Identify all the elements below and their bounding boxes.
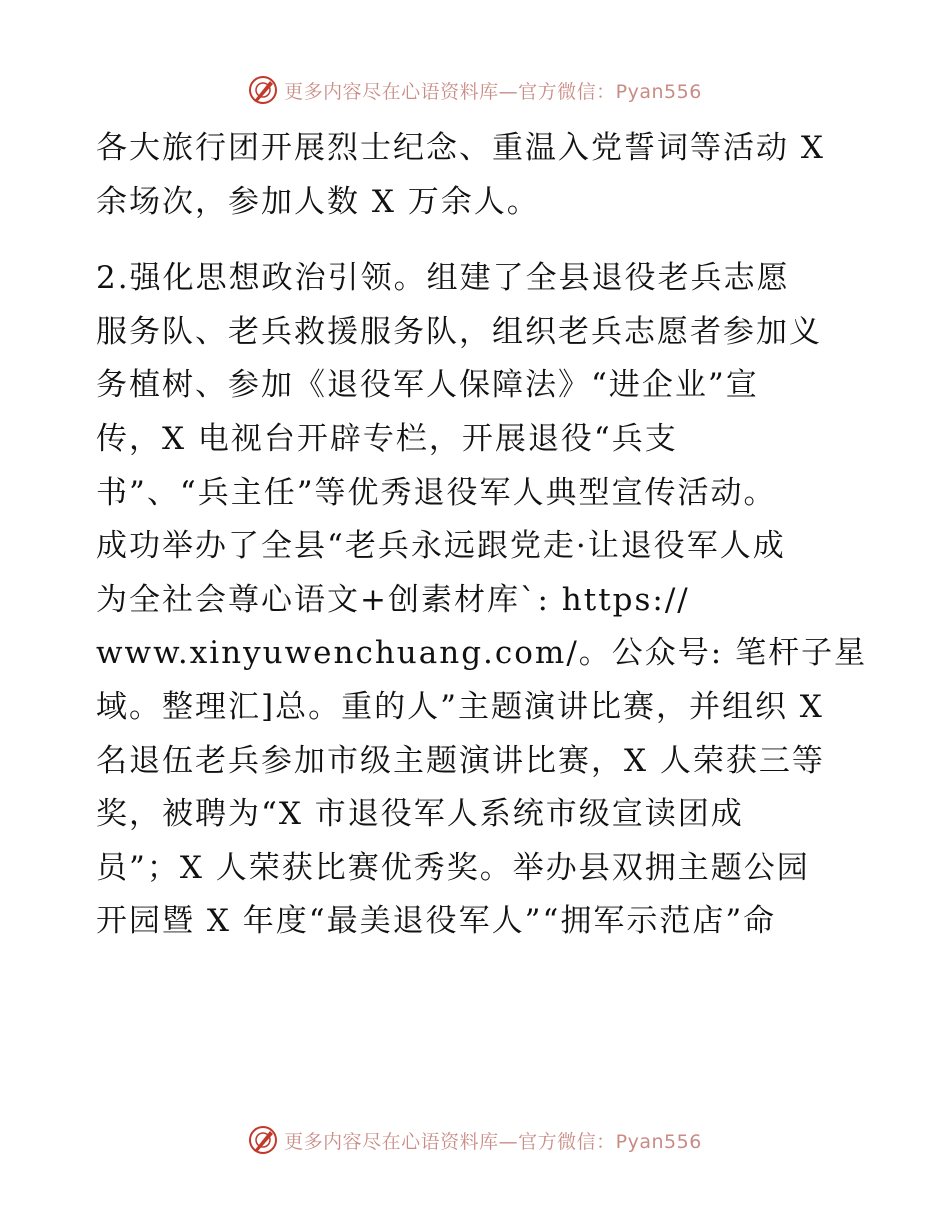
header-watermark — [0, 70, 950, 110]
paragraph-spacer — [96, 229, 866, 252]
text-line: www.xinyuwenchuang.com/。公众号: 笔杆子星 — [96, 635, 868, 672]
text-line: 员”；X 人荣获比赛优秀奖。举办县双拥主题公园 — [96, 849, 810, 886]
text-line: 奖，被聘为“X 市退役军人系统市级宣读团成 — [96, 796, 744, 833]
footer-watermark — [0, 1120, 950, 1160]
text-line: 余场次，参加人数 X 万余人。 — [96, 183, 540, 220]
text-line: 2.强化思想政治引领。组建了全县退役老兵志愿 — [96, 260, 790, 297]
paragraph — [96, 122, 866, 229]
quill-logo-icon — [248, 75, 278, 105]
text-line: 书”、“兵主任”等优秀退役军人典型宣传活动。 — [96, 474, 777, 511]
text-line: 名退伍老兵参加市级主题演讲比赛，X 人荣获三等 — [96, 742, 825, 779]
watermark-text: 更多内容尽在心语资料库—官方微信：Pyan556 — [284, 80, 702, 103]
watermark-text: 更多内容尽在心语资料库—官方微信：Pyan556 — [284, 1130, 702, 1153]
text-line: 传，X 电视台开辟专栏，开展退役“兵支 — [96, 420, 678, 457]
text-line: 务植树、参加《退役军人保障法》“进企业”宣 — [96, 367, 759, 404]
text-line: 为全社会尊心语文+创素材库`: https:// — [96, 581, 690, 618]
text-line: 开园暨 X 年度“最美退役军人”“拥军示范店”命 — [96, 903, 777, 940]
paragraph — [96, 252, 866, 949]
document-body — [96, 122, 866, 949]
text-line: 域。整理汇]总。重的人”主题演讲比赛，并组织 X — [96, 688, 824, 725]
quill-logo-icon — [248, 1125, 278, 1155]
text-line: 成功举办了全县“老兵永远跟党走·让退役军人成 — [96, 528, 786, 565]
text-line: 各大旅行团开展烈士纪念、重温入党誓词等活动 X — [96, 130, 825, 166]
text-line: 服务队、老兵救援服务队，组织老兵志愿者参加义 — [96, 313, 822, 350]
